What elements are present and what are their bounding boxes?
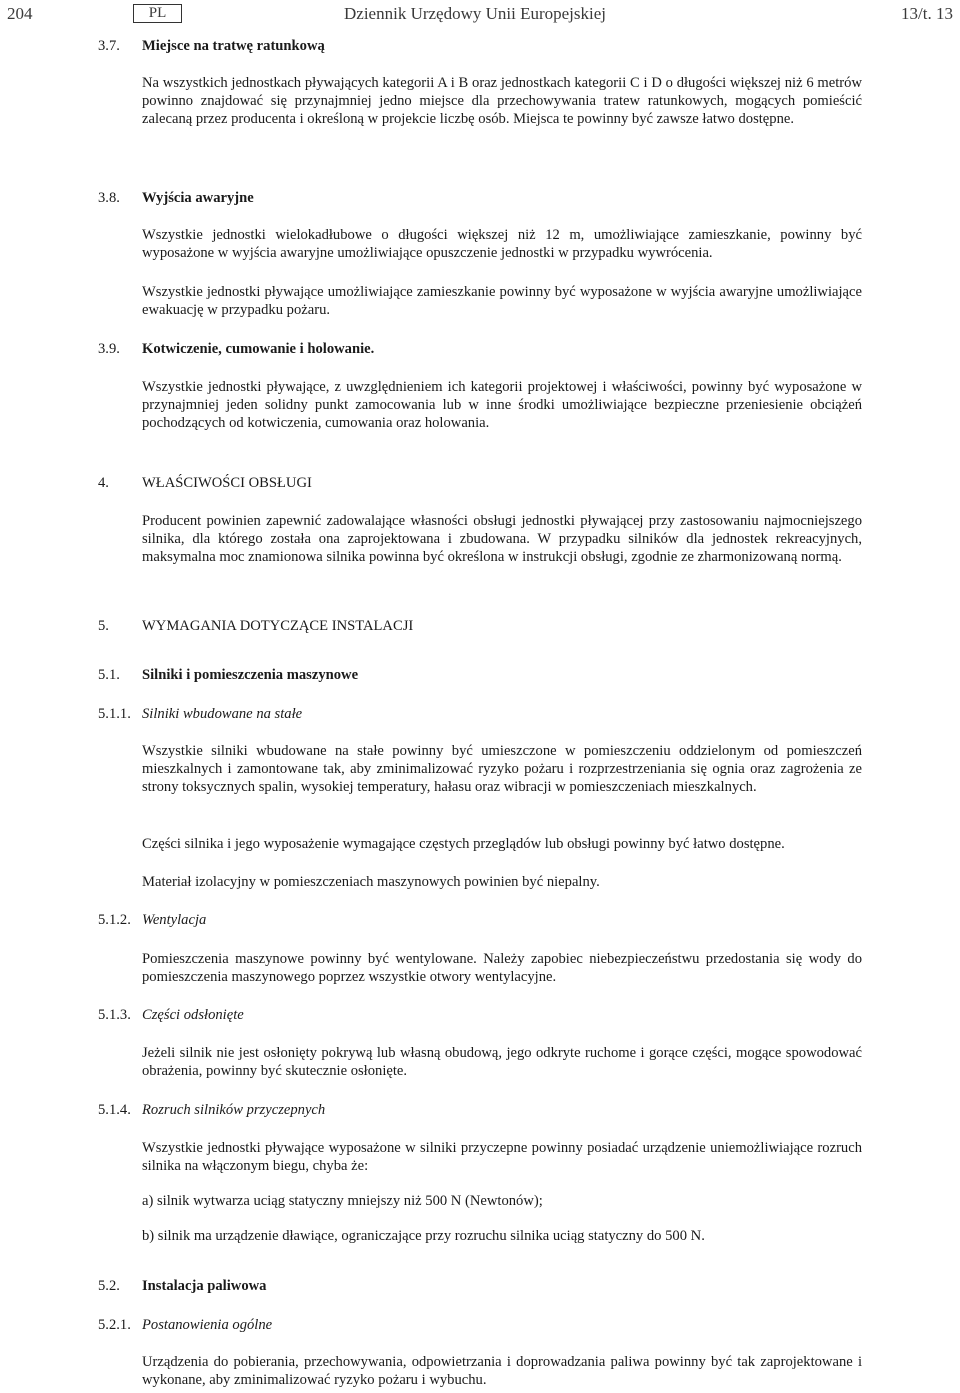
journal-title: Dziennik Urzędowy Unii Europejskiej [344, 4, 607, 23]
language-badge: PL [133, 4, 182, 23]
section-number: 5.1.3. [98, 1007, 131, 1023]
section-heading: Postanowienia ogólne [142, 1317, 273, 1333]
paragraph: Wszystkie jednostki pływające umożliwiające zamieszkanie powinny być wyposażone w wyjścia awaryjne umożliwiające ewakuację w przypadku pożaru. [142, 284, 862, 318]
section-number: 3.8. [98, 190, 120, 206]
page-number: 204 [7, 4, 33, 23]
section-heading: Silniki wbudowane na stałe [142, 706, 303, 722]
section-heading: WYMAGANIA DOTYCZĄCE INSTALACJI [142, 618, 414, 634]
section-number: 3.7. [98, 38, 120, 54]
section-heading: Rozruch silników przyczepnych [142, 1102, 326, 1118]
section-heading: Części odsłonięte [142, 1007, 244, 1023]
list-item: b) silnik ma urządzenie dławiące, ograniczające przy rozruchu silnika uciąg statyczny do 500 N. [142, 1228, 705, 1244]
section-heading: WŁAŚCIWOŚCI OBSŁUGI [142, 475, 312, 491]
page-header [0, 4, 960, 26]
section-number: 5.1.1. [98, 706, 131, 722]
paragraph: Wszystkie jednostki pływające, z uwzględnieniem ich kategorii projektowej i właściwości, powinny być wyposażone w przynajmniej jeden solidny punkt zamocowania lub w inne środki umożliwiające bezpieczne przeniesienie obciążeń pochodzących od kotwiczenia, cumowania oraz holowania. [142, 379, 862, 431]
issue-reference: 13/t. 13 [901, 4, 953, 23]
section-number: 5.2. [98, 1278, 120, 1294]
section-number: 5.2.1. [98, 1317, 131, 1333]
paragraph: Wszystkie silniki wbudowane na stałe powinny być umieszczone w pomieszczeniu oddzielonym od pomieszczeń mieszkalnych i zamontowane tak, aby zminimalizować ryzyko pożaru i rozprzestrzeniania się ognia oraz zagrożenia ze strony toksycznych spalin, wysokiej temperatury, hałasu oraz wibracji w pomieszczeniach mieszkalnych. [142, 743, 862, 795]
paragraph: Pomieszczenia maszynowe powinny być wentylowane. Należy zapobiec niebezpieczeństwu przedostania się wody do pomieszczenia maszynowego poprzez wszystkie otwory wentylacyjne. [142, 951, 862, 985]
section-number: 5. [98, 618, 109, 634]
paragraph: Urządzenia do pobierania, przechowywania, odpowietrzania i doprowadzania paliwa powinny być tak zaprojektowane i wykonane, aby zminimalizować ryzyko pożaru i wybuchu. [142, 1354, 862, 1388]
list-item: a) silnik wytwarza uciąg statyczny mniejszy niż 500 N (Newtonów); [142, 1193, 543, 1209]
section-number: 3.9. [98, 341, 120, 357]
section-heading: Instalacja paliwowa [142, 1278, 267, 1294]
section-heading: Wentylacja [142, 912, 207, 928]
paragraph: Materiał izolacyjny w pomieszczeniach maszynowych powinien być niepalny. [142, 874, 600, 890]
section-number: 5.1. [98, 667, 120, 683]
section-heading: Kotwiczenie, cumowanie i holowanie. [142, 341, 375, 357]
section-heading: Wyjścia awaryjne [142, 190, 254, 206]
section-number: 5.1.4. [98, 1102, 131, 1118]
paragraph: Części silnika i jego wyposażenie wymagające częstych przeglądów lub obsługi powinny być łatwo dostępne. [142, 836, 785, 852]
paragraph: Wszystkie jednostki wielokadłubowe o długości większej niż 12 m, umożliwiające zamieszkanie, powinny być wyposażone w wyjścia awaryjne umożliwiające opuszczenie jednostki w przypadku wywrócenia. [142, 227, 862, 261]
paragraph: Jeżeli silnik nie jest osłonięty pokrywą lub własną obudową, jego odkryte ruchome i gorące części, mogące spowodować obrażenia, powinny być skutecznie osłonięte. [142, 1045, 862, 1079]
section-number: 4. [98, 475, 109, 491]
paragraph: Producent powinien zapewnić zadowalające własności obsługi jednostki pływającej przy zastosowaniu najmocniejszego silnika, dla którego została ona zaprojektowana i zbudowana. W przypadku silników dla jednostek rekreacyjnych, maksymalna moc znamionowa silnika powinna być określona w instrukcji obsługi, zgodnie ze zharmonizowaną normą. [142, 513, 862, 565]
section-heading: Silniki i pomieszczenia maszynowe [142, 667, 359, 683]
paragraph: Na wszystkich jednostkach pływających kategorii A i B oraz jednostkach kategorii C i D o długości większej niż 6 metrów powinno znajdować się przynajmniej jedno miejsce dla przechowywania tratew ratunkowych, mogących pomieścić zalecaną przez producenta i określoną w projekcie liczbę osób. Miejsca te powinny być zawsze łatwo dostępne. [142, 75, 862, 127]
section-heading: Miejsce na tratwę ratunkową [142, 38, 325, 54]
paragraph: Wszystkie jednostki pływające wyposażone w silniki przyczepne powinny posiadać urządzenie uniemożliwiające rozruch silnika na włączonym biegu, chyba że: [142, 1140, 862, 1174]
section-number: 5.1.2. [98, 912, 131, 928]
